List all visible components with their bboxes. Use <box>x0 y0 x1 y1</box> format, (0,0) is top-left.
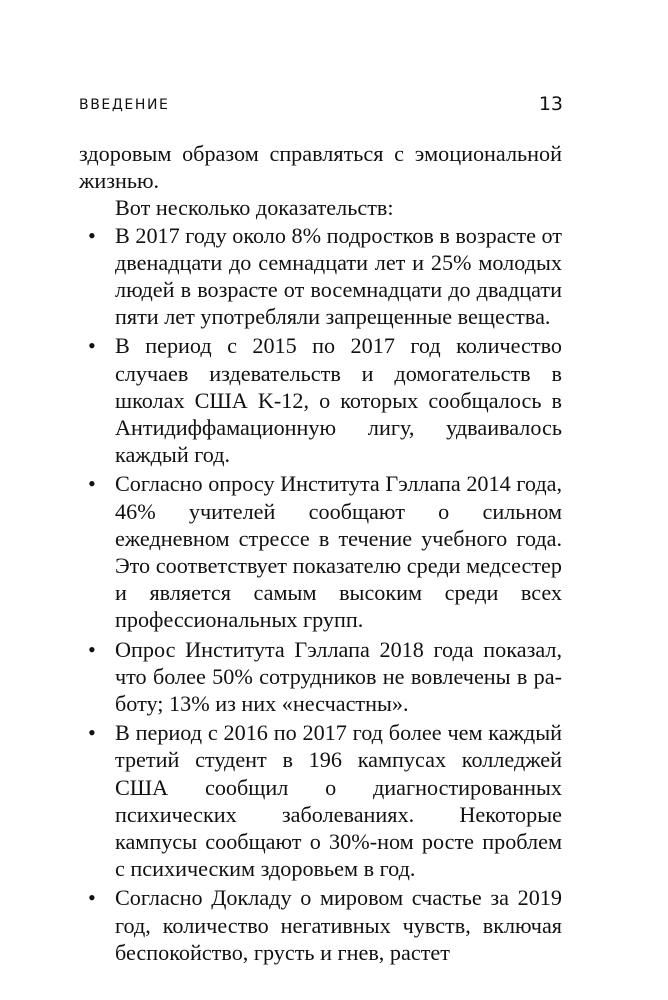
list-item <box>79 470 562 633</box>
list-item <box>79 884 562 966</box>
lead-in-paragraph: Вот несколько доказательств: <box>115 195 394 221</box>
chapter-title: ВВЕДЕНИЕ <box>79 97 170 113</box>
list-item-text: В период с 2015 по 2017 год количество случаев издевательств и домогательств в школах США K-12, о которых сообщалось в Антидиффамационную лигу, удваивалось каждый год. <box>115 333 562 468</box>
list-item <box>79 636 562 718</box>
bullet-icon: • <box>88 333 96 359</box>
list-item <box>79 719 562 882</box>
list-item-text: Согласно Докладу о мировом счастье за 2019 год, количество негативных чувств, включая беспокойство, грусть и гнев, растет <box>115 885 562 965</box>
bullet-icon: • <box>88 471 96 497</box>
running-header <box>79 95 563 119</box>
list-item-text: Опрос Института Гэллапа 2018 года показал, что более 50% сотрудников не вовлечены в работу; 13% из них «несчастны». <box>115 636 562 717</box>
bullet-icon: • <box>88 636 96 662</box>
page-body <box>79 140 562 968</box>
list-item-text: В период с 2016 по 2017 год более чем каждый третий студент в 196 кампусах колледжей США сообщил о диагностированных психических заболеваниях. Некоторые кампусы сообщают о 30%-ном росте проблем с психическим здоровьем в год. <box>115 720 562 882</box>
continued-paragraph: здоровым образом справляться с эмоциональной жизнью. <box>79 141 562 194</box>
bullet-icon: • <box>88 885 96 911</box>
list-item <box>79 332 562 468</box>
list-item <box>79 222 562 331</box>
evidence-list <box>79 222 562 966</box>
bullet-icon: • <box>88 222 96 248</box>
list-item-text: Согласно опросу Института Гэллапа 2014 года, 46% учителей сообщают о сильном ежедневном стрессе в течение учебного года. Это соответствует показателю среди медсестер и является самым высоким среди всех профессиональных групп. <box>115 471 562 633</box>
list-item-text: В 2017 году около 8% подростков в возрасте от двенадцати до семнадцати лет и 25% молодых людей в возрасте от восемнадцати до двадцати пяти лет употребляли запрещенные вещества. <box>115 222 562 330</box>
page-number: 13 <box>538 93 563 115</box>
bullet-icon: • <box>88 720 96 746</box>
